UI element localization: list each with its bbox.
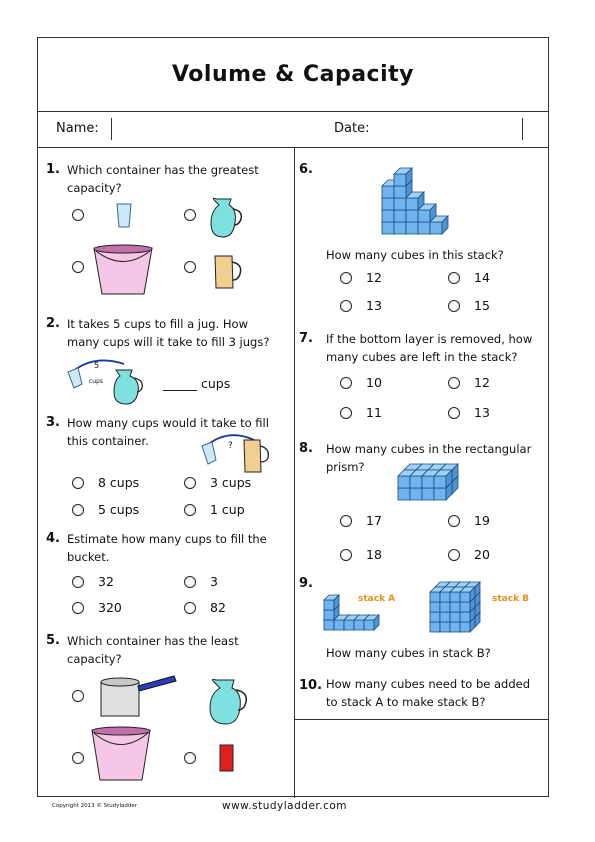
footer-copyright: Copyright 2013 © Studyladder <box>52 803 138 809</box>
q5-line2: capacity? <box>67 652 122 666</box>
q3-option-3[interactable]: 5 cups <box>72 502 139 517</box>
q8-radio-4[interactable] <box>448 549 460 561</box>
glass-icon <box>112 202 136 230</box>
q7-radio-4[interactable] <box>448 407 460 419</box>
q5-radio-saucepan[interactable] <box>72 690 84 702</box>
q7-option-3[interactable]: 11 <box>340 405 382 420</box>
q6-number: 6. <box>299 162 313 177</box>
q6-option-4[interactable]: 15 <box>448 298 490 313</box>
q2-badge-number: 5 <box>94 361 100 370</box>
q8-rectangular-prism <box>390 462 460 506</box>
name-label: Name: <box>56 121 99 136</box>
q1-text <box>67 161 259 197</box>
q9-stack-b <box>424 578 490 636</box>
q8-radio-1[interactable] <box>340 515 352 527</box>
q3-option-4[interactable]: 1 cup <box>184 502 245 517</box>
q4-number: 4. <box>46 531 60 546</box>
q3-line2: this container. <box>67 434 149 448</box>
q5-radio-bucket[interactable] <box>72 752 84 764</box>
q4-radio-2[interactable] <box>184 576 196 588</box>
q4-radio-3[interactable] <box>72 602 84 614</box>
date-label: Date: <box>334 121 370 136</box>
q4-line2: bucket. <box>67 550 110 564</box>
q7-option-4[interactable]: 13 <box>448 405 490 420</box>
q8-line1: How many cubes in the rectangular <box>326 442 532 456</box>
q3-radio-4[interactable] <box>184 504 196 516</box>
q8-option-1[interactable]: 17 <box>340 513 382 528</box>
tan-jug-icon <box>212 254 244 290</box>
q1-radio-tan-jug[interactable] <box>184 261 196 273</box>
q2-badge-unit: cups <box>89 378 104 385</box>
q7-line2: many cubes are left in the stack? <box>326 350 518 364</box>
q4-option-1[interactable]: 32 <box>72 574 114 589</box>
cube <box>324 595 339 610</box>
title-box <box>38 38 548 112</box>
q10-number: 10. <box>299 678 323 693</box>
date-field-end[interactable] <box>522 118 523 140</box>
jug-icon <box>207 195 245 240</box>
q9-number: 9. <box>299 576 313 591</box>
q7-option-2[interactable]: 12 <box>448 375 490 390</box>
q3-badge: ? <box>228 441 233 451</box>
q2-line1: It takes 5 cups to fill a jug. How <box>67 317 248 331</box>
q1-number: 1. <box>46 162 60 177</box>
q8-radio-2[interactable] <box>448 515 460 527</box>
q7-line1: If the bottom layer is removed, how <box>326 332 533 346</box>
q1-radio-jug[interactable] <box>184 209 196 221</box>
name-date-row <box>38 111 548 148</box>
red-can-icon <box>219 743 235 773</box>
q10-answer-divider <box>294 719 548 720</box>
q3-option-1[interactable]: 8 cups <box>72 475 139 490</box>
q4-line1: Estimate how many cups to fill the <box>67 532 267 546</box>
q8-radio-3[interactable] <box>340 549 352 561</box>
q6-option-2[interactable]: 14 <box>448 270 490 285</box>
q10-text <box>326 675 530 711</box>
q6-prompt: How many cubes in this stack? <box>326 248 504 262</box>
q4-radio-4[interactable] <box>184 602 196 614</box>
q3-radio-3[interactable] <box>72 504 84 516</box>
column-divider <box>294 148 295 798</box>
q2-line2: many cups will it take to fill 3 jugs? <box>67 335 270 349</box>
q6-cube-stack <box>378 158 468 238</box>
q9-prompt: How many cubes in stack B? <box>326 646 491 660</box>
q8-number: 8. <box>299 441 313 456</box>
name-field-start[interactable] <box>111 118 112 140</box>
q10-line2: to stack A to make stack B? <box>326 695 486 709</box>
q8-line2: prism? <box>326 460 365 474</box>
q6-option-3[interactable]: 13 <box>340 298 382 313</box>
bucket-icon-2 <box>90 724 152 784</box>
q5-number: 5. <box>46 633 60 648</box>
q2-text <box>67 315 269 351</box>
q4-option-2[interactable]: 3 <box>184 574 218 589</box>
q6-radio-1[interactable] <box>340 272 352 284</box>
q7-radio-1[interactable] <box>340 377 352 389</box>
q1-line2: capacity? <box>67 181 122 195</box>
stack-b-label: stack B <box>492 594 530 604</box>
q8-option-2[interactable]: 19 <box>448 513 490 528</box>
q3-radio-2[interactable] <box>184 477 196 489</box>
q2-answer <box>163 376 230 391</box>
q5-line1: Which container has the least <box>67 634 239 648</box>
saucepan-icon <box>98 672 180 720</box>
q7-option-1[interactable]: 10 <box>340 375 382 390</box>
q3-line1: How many cups would it take to fill <box>67 416 269 430</box>
q8-option-4[interactable]: 20 <box>448 547 490 562</box>
q1-radio-bucket[interactable] <box>72 261 84 273</box>
q1-radio-glass[interactable] <box>72 209 84 221</box>
cube <box>364 615 379 630</box>
q3-number: 3. <box>46 415 60 430</box>
q7-number: 7. <box>299 331 313 346</box>
q2-answer-blank[interactable] <box>163 378 197 391</box>
q4-radio-1[interactable] <box>72 576 84 588</box>
q2-answer-unit: cups <box>201 376 231 391</box>
q1-line1: Which container has the greatest <box>67 163 259 177</box>
footer-url[interactable]: www.studyladder.com <box>222 800 348 812</box>
q2-cup-to-jug-illustration <box>64 358 146 408</box>
page-title: Volume & Capacity <box>171 62 414 87</box>
bucket-icon <box>92 242 154 298</box>
q6-radio-3[interactable] <box>340 300 352 312</box>
q6-option-1[interactable]: 12 <box>340 270 382 285</box>
q6-radio-4[interactable] <box>448 300 460 312</box>
q7-radio-3[interactable] <box>340 407 352 419</box>
q2-number: 2. <box>46 316 60 331</box>
q5-text <box>67 632 239 668</box>
q3-cup-to-jug-illustration <box>198 432 274 474</box>
q5-radio-can[interactable] <box>184 752 196 764</box>
q8-option-3[interactable]: 18 <box>340 547 382 562</box>
q10-line1: How many cubes need to be added <box>326 677 531 691</box>
q4-text <box>67 530 267 566</box>
q6-radio-2[interactable] <box>448 272 460 284</box>
jug-icon-large <box>206 676 250 728</box>
q7-radio-2[interactable] <box>448 377 460 389</box>
q7-text <box>326 330 532 366</box>
stack-a-label: stack A <box>358 594 396 604</box>
q3-option-2[interactable]: 3 cups <box>184 475 251 490</box>
q4-option-4[interactable]: 82 <box>184 600 226 615</box>
q4-option-3[interactable]: 320 <box>72 600 122 615</box>
q3-radio-1[interactable] <box>72 477 84 489</box>
cube <box>460 587 475 602</box>
